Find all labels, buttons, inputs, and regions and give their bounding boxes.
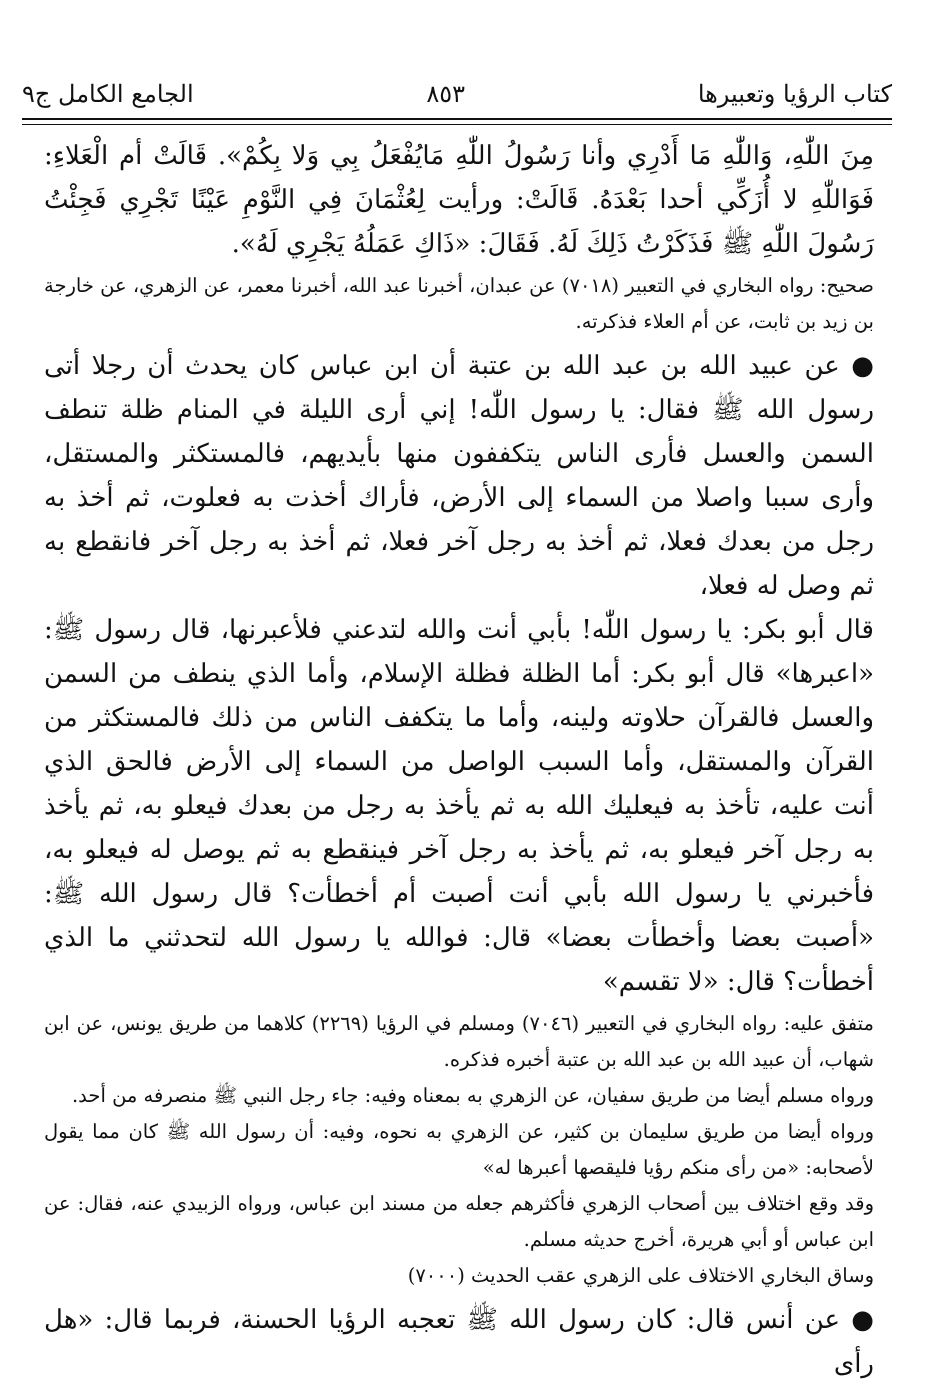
- takhrij-note: متفق عليه: رواه البخاري في التعبير (٧٠٤٦) ومسلم في الرؤيا (٢٢٦٩) كلاهما من طريق يونس، عن ابن شهاب، أن عبيد الله بن عبد الله بن عتبة أخبره فذكره.: [44, 1012, 874, 1071]
- page-content: [44, 134, 874, 1386]
- takhrij-note: ورواه أيضا من طريق سليمان بن كثير، عن الزهري به نحوه، وفيه: أن رسول الله ﷺ كان مما يقول لأصحابه: «من رأى منكم رؤيا فليقصها أعبرها له»: [44, 1120, 874, 1179]
- book-title: الجامع الكامل ج٩: [22, 80, 194, 108]
- header-rule: [22, 118, 892, 120]
- hadith-text: قال أبو بكر: يا رسول اللّٰه! بأبي أنت والله لتدعني فلأعبرنها، قال رسول ﷺ: «اعبرها» قال أبو بكر: أما الظلة فظلة الإسلام، وأما الذي ينطف من السمن والعسل فالقرآن حلاوته ولينه، وأما ما يتكفف الناس من ذلك فالمستكثر من القرآن والمستقل، وأما السبب الواصل من السماء إلى الأرض فالحق الذي أنت عليه، تأخذ به فيعليك الله به ثم يأخذ به رجل من بعدك فيعلو به، ثم يأخذ به رجل آخر فيعلو به، ثم يأخذ به رجل آخر فينقطع به ثم يوصل له فيعلو به، فأخبرني يا رسول الله بأبي أنت أصبت أم أخطأت؟ قال رسول الله ﷺ: «أصبت بعضا وأخطأت بعضا» قال: فوالله يا رسول الله لتحدثني ما الذي أخطأت؟ قال: «لا تقسم»: [44, 615, 874, 997]
- takhrij-note: ورواه مسلم أيضا من طريق سفيان، عن الزهري به بمعناه وفيه: جاء رجل النبي ﷺ منصرفه من أحد.: [71, 1084, 874, 1107]
- hadith-text: ● عن أنس قال: كان رسول الله ﷺ تعجبه الرؤيا الحسنة، فربما قال: «هل رأى: [44, 1305, 874, 1379]
- page-header: [22, 72, 892, 116]
- takhrij-note: وقد وقع اختلاف بين أصحاب الزهري فأكثرهم جعله من مسند ابن عباس، ورواه الزبيدي عنه، فقال: عن ابن عباس أو أبي هريرة، أخرج حديثه مسلم.: [44, 1192, 874, 1251]
- page-number: ٨٥٣: [426, 80, 466, 108]
- hadith-continuation: مِنَ اللّٰهِ، وَاللّٰهِ مَا أَدْرِي وأنا رَسُولُ اللّٰهِ مَايُفْعَلُ بِي وَلا بِكُمْ». قَالَتْ أم الْعَلاءِ: فَوَاللّٰهِ لا أُزَكِّي أحدا بَعْدَهُ. قَالَتْ: ورأيت لِعُثْمَانَ فِي النَّوْمِ عَيْنًا تَجْرِي فَجِئْتُ رَسُولَ اللّٰهِ ﷺ فَذَكَرْتُ ذَلِكَ لَهُ. فَقَالَ: «ذَاكِ عَمَلُهُ يَجْرِي لَهُ».: [44, 141, 874, 259]
- chapter-title: كتاب الرؤيا وتعبيرها: [697, 80, 892, 108]
- hadith-text: ● عن عبيد الله بن عبد الله بن عتبة أن ابن عباس كان يحدث أن رجلا أتى رسول الله ﷺ فقال: يا رسول اللّٰه! إني أرى الليلة في المنام ظلة تنطف السمن والعسل فأرى الناس يتكففون منها بأيديهم، فالمستكثر والمستقل، وأرى سببا واصلا من السماء إلى الأرض، فأراك أخذت به فعلوت، ثم أخذ به رجل من بعدك فعلا، ثم أخذ به رجل آخر فعلا، ثم أخذ به رجل آخر فانقطع به ثم وصل له فعلا،: [44, 351, 874, 601]
- header-rule-thin: [22, 124, 892, 125]
- takhrij-note: صحيح: رواه البخاري في التعبير (٧٠١٨) عن عبدان، أخبرنا عبد الله، أخبرنا معمر، عن الزهري، عن خارجة بن زيد بن ثابت، عن أم العلاء فذكرته.: [44, 274, 874, 333]
- takhrij-note: وساق البخاري الاختلاف على الزهري عقب الحديث (٧٠٠٠): [407, 1264, 874, 1287]
